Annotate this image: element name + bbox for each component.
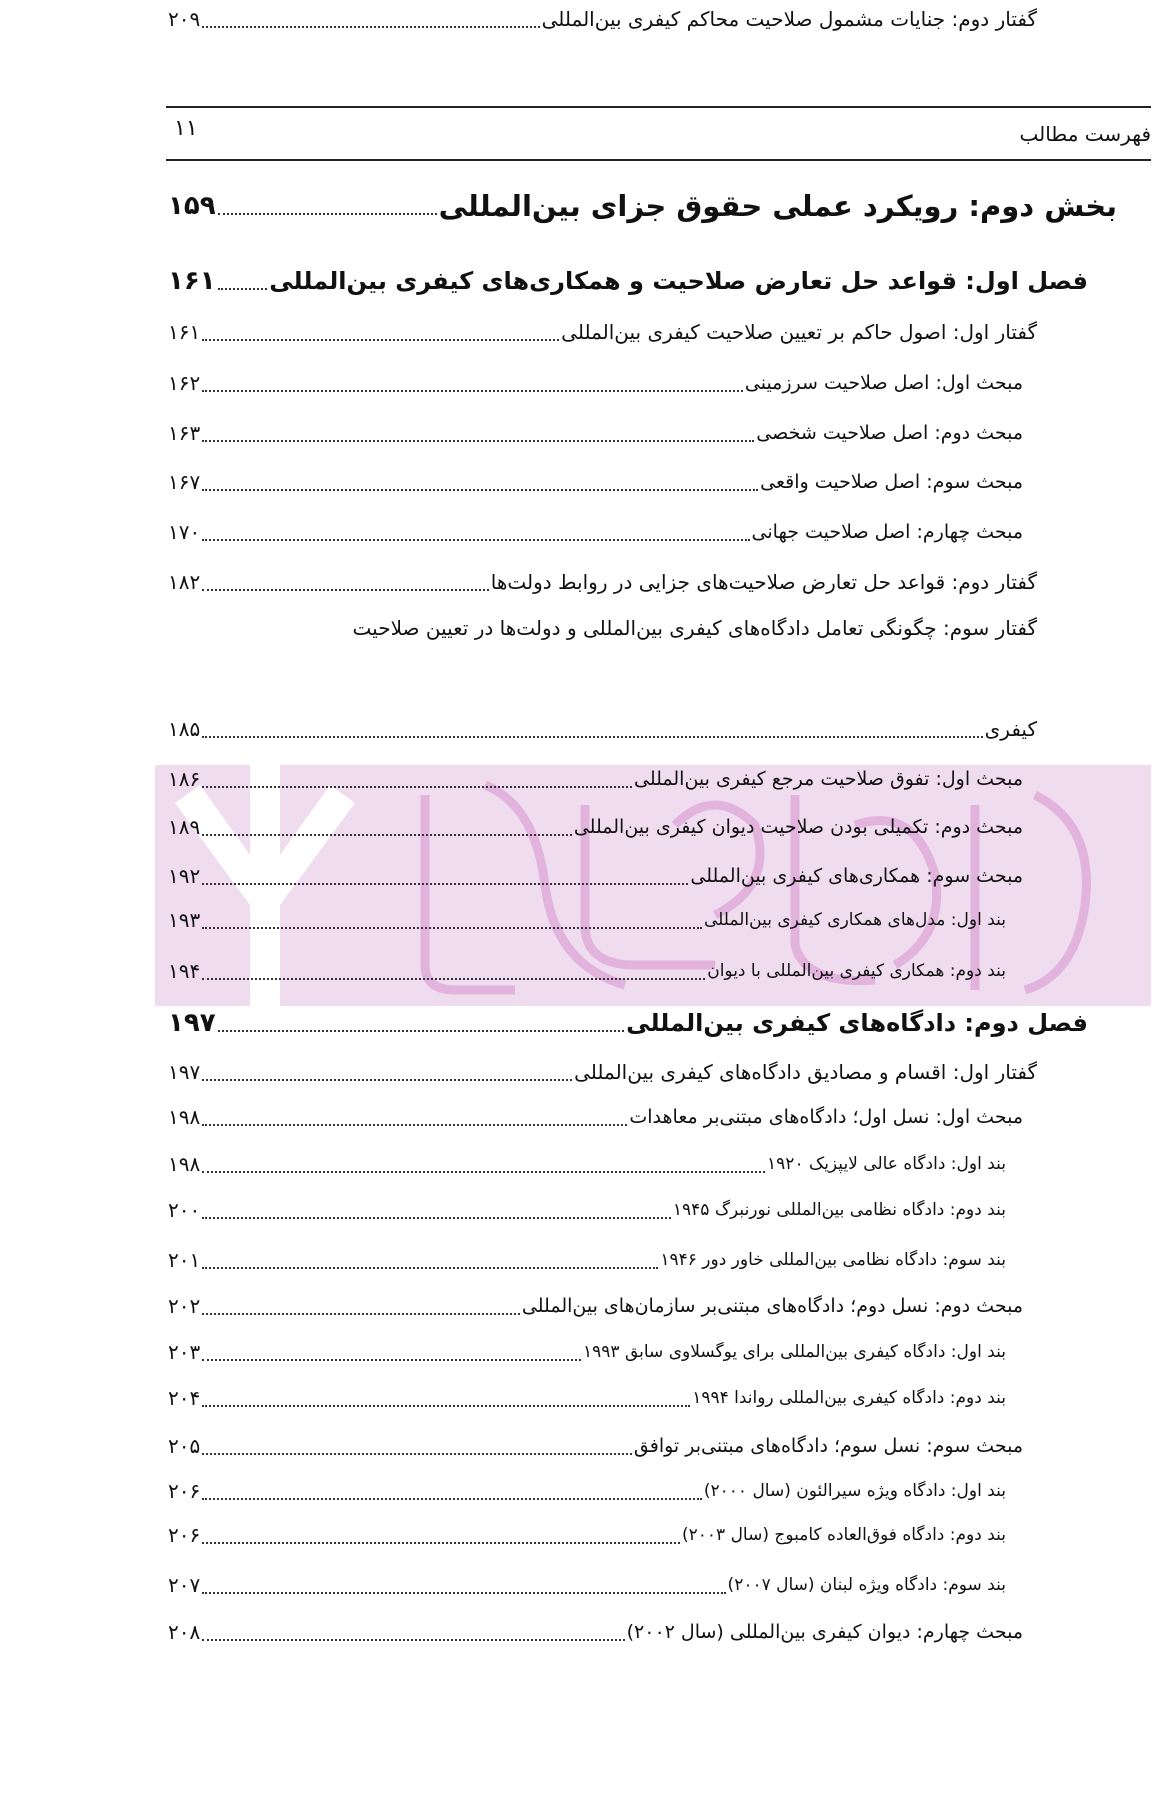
- toc-entry-label: بند دوم: دادگاه کیفری بین‌المللی رواندا ۱۹۹۴: [692, 1388, 1006, 1408]
- toc-entry-label: مبحث سوم: نسل سوم؛ دادگاه‌های مبتنی‌بر توافق: [633, 1435, 1023, 1457]
- toc-entry[interactable]: [168, 1098, 1023, 1136]
- toc-entry[interactable]: [168, 1566, 1006, 1604]
- dot-leader: [202, 26, 539, 28]
- toc-page-number: ۱۶۳: [168, 421, 201, 445]
- toc-entry[interactable]: [168, 364, 1023, 402]
- dot-leader: [202, 489, 758, 491]
- toc-entry[interactable]: [168, 463, 1023, 501]
- toc-page-number: ۲۰۹: [168, 7, 201, 31]
- toc-entry[interactable]: [168, 1004, 1088, 1042]
- toc-page-number: ۲۰۱: [168, 1248, 201, 1272]
- toc-entry-label: بند سوم: دادگاه نظامی بین‌المللی خاور دور ۱۹۴۶: [660, 1250, 1006, 1270]
- toc-entry-label: بند اول: مدل‌های همکاری کیفری بین‌المللی: [704, 910, 1006, 930]
- dot-leader: [202, 978, 705, 980]
- dot-leader: [218, 1030, 625, 1032]
- dot-leader: [202, 1542, 680, 1544]
- toc-entry-label: فصل دوم: دادگاه‌های کیفری بین‌المللی: [626, 1009, 1088, 1037]
- toc-page-number: ۲۰۸: [168, 1620, 201, 1644]
- toc-page-number: ۱۹۴: [168, 959, 201, 983]
- toc-entry[interactable]: [168, 1191, 1006, 1229]
- dot-leader: [202, 736, 982, 738]
- toc-entry[interactable]: [168, 1287, 1023, 1325]
- dot-leader: [202, 589, 489, 591]
- toc-entry-label: مبحث اول: تفوق صلاحیت مرجع کیفری بین‌المللی: [633, 768, 1023, 790]
- toc-entry-label: فصل اول: قواعد حل تعارض صلاحیت و همکاری‌های کیفری بین‌المللی: [269, 267, 1088, 295]
- dot-leader: [202, 1639, 624, 1641]
- toc-entry-label: مبحث دوم: نسل دوم؛ دادگاه‌های مبتنی‌بر سازمان‌های بین‌المللی: [521, 1295, 1023, 1317]
- toc-page-number: ۲۰۵: [168, 1434, 201, 1458]
- toc-page-number: ۱۹۸: [168, 1105, 201, 1129]
- toc-entry[interactable]: [168, 808, 1023, 846]
- toc-page-number: ۲۰۶: [168, 1479, 201, 1503]
- toc-entry-label: مبحث چهارم: اصل صلاحیت جهانی: [751, 521, 1023, 543]
- toc-entry[interactable]: [168, 1241, 1006, 1279]
- toc-page-number: ۱۸۶: [168, 767, 201, 791]
- dot-leader: [218, 288, 268, 290]
- page-number: ۱۱: [174, 116, 198, 141]
- toc-page-number: ۱۸۵: [168, 717, 201, 741]
- toc-page-number: ۱۶۲: [168, 371, 201, 395]
- toc-entry-label: مبحث چهارم: دیوان کیفری بین‌المللی (سال ۲۰۰۲): [626, 1621, 1023, 1643]
- toc-page-number: ۱۶۱: [168, 320, 201, 344]
- toc-entry[interactable]: [168, 1472, 1006, 1510]
- toc-entry-label: مبحث سوم: همکاری‌های کیفری بین‌المللی: [690, 865, 1023, 887]
- running-header-title: فهرست مطالب: [1019, 122, 1151, 146]
- dot-leader: [202, 786, 632, 788]
- toc-page-number: ۱۷۰: [168, 520, 201, 544]
- toc-page-number: ۱۹۷: [168, 1008, 216, 1038]
- toc-entry-label: بند دوم: دادگاه فوق‌العاده کامبوج (سال ۲۰۰۳): [682, 1525, 1006, 1545]
- toc-page-number: ۱۸۲: [168, 570, 201, 594]
- dot-leader: [202, 339, 559, 341]
- toc-entry[interactable]: [168, 1516, 1006, 1554]
- toc-page-number: ۲۰۷: [168, 1573, 201, 1597]
- toc-page-number: ۲۰۳: [168, 1340, 201, 1364]
- dot-leader: [202, 390, 743, 392]
- toc-entry-label: بند دوم: دادگاه نظامی بین‌المللی نورنبرگ ۱۹۴۵: [672, 1200, 1006, 1220]
- toc-page-number: ۲۰۲: [168, 1294, 201, 1318]
- toc-entry[interactable]: [168, 414, 1023, 452]
- toc-entry[interactable]: [168, 710, 1037, 748]
- toc-page-number: ۲۰۴: [168, 1386, 201, 1410]
- toc-entry-label: گفتار سوم: چگونگی تعامل دادگاه‌های کیفری بین‌المللی و دولت‌ها در تعیین صلاحیت: [352, 616, 1037, 640]
- toc-entry[interactable]: [168, 1379, 1006, 1417]
- dot-leader: [202, 1405, 690, 1407]
- toc-entry[interactable]: [168, 857, 1023, 895]
- dot-leader: [202, 440, 754, 442]
- dot-leader: [202, 1592, 725, 1594]
- toc-entry[interactable]: [168, 1333, 1006, 1371]
- toc-entry-label: کیفری: [984, 717, 1037, 741]
- toc-page-number: ۱۹۷: [168, 1060, 201, 1084]
- toc-entry[interactable]: [168, 1145, 1006, 1183]
- toc-page-number: ۱۶۱: [168, 266, 216, 296]
- dot-leader: [202, 1498, 702, 1500]
- toc-entry-label: مبحث دوم: تکمیلی بودن صلاحیت دیوان کیفری بین‌المللی: [573, 816, 1023, 838]
- toc-entry-label: بخش دوم: رویکرد عملی حقوق جزای بین‌المللی: [438, 189, 1117, 223]
- toc-entry-label: بند اول: دادگاه کیفری بین‌المللی برای یوگسلاوی سابق ۱۹۹۳: [583, 1342, 1006, 1362]
- dot-leader: [202, 1079, 572, 1081]
- toc-page-number: ۲۰۰: [168, 1198, 201, 1222]
- toc-page-number: ۱۸۹: [168, 815, 201, 839]
- dot-leader: [202, 1359, 581, 1361]
- toc-entry[interactable]: [168, 1427, 1023, 1465]
- header-bottom-rule: [166, 159, 1151, 161]
- toc-entry-line[interactable]: [168, 609, 1037, 647]
- dot-leader: [202, 883, 688, 885]
- dot-leader: [202, 1453, 632, 1455]
- dot-leader: [218, 213, 437, 215]
- toc-entry-label: بند اول: دادگاه ویژه سیرالئون (سال ۲۰۰۰): [703, 1481, 1006, 1501]
- toc-page-number: ۱۹۳: [168, 908, 201, 932]
- toc-entry-label: مبحث دوم: اصل صلاحیت شخصی: [756, 422, 1023, 444]
- dot-leader: [202, 927, 702, 929]
- toc-entry-label: بند اول: دادگاه عالی لایپزیک ۱۹۲۰: [767, 1154, 1006, 1174]
- toc-entry[interactable]: [168, 1613, 1023, 1651]
- toc-entry-label: مبحث اول: نسل اول؛ دادگاه‌های مبتنی‌بر معاهدات: [629, 1106, 1023, 1128]
- toc-entry[interactable]: [168, 313, 1037, 351]
- toc-entry-label: گفتار اول: اقسام و مصادیق دادگاه‌های کیفری بین‌المللی: [574, 1060, 1037, 1084]
- toc-entry[interactable]: [168, 760, 1023, 798]
- toc-entry[interactable]: [168, 0, 1037, 38]
- toc-entry-label: گفتار دوم: قواعد حل تعارض صلاحیت‌های جزایی در روابط دولت‌ها: [490, 570, 1037, 594]
- dot-leader: [202, 1313, 520, 1315]
- toc-entry[interactable]: [168, 262, 1088, 300]
- toc-entry[interactable]: [168, 952, 1006, 990]
- toc-page-number: ۲۰۶: [168, 1523, 201, 1547]
- dot-leader: [202, 1217, 671, 1219]
- toc-page-number: ۱۹۸: [168, 1152, 201, 1176]
- toc-entry-label: مبحث اول: اصل صلاحیت سرزمینی: [744, 372, 1023, 394]
- toc-page-number: ۱۵۹: [168, 191, 216, 221]
- toc-entry-label: گفتار دوم: جنایات مشمول صلاحیت محاکم کیفری بین‌المللی: [541, 7, 1037, 31]
- dot-leader: [202, 1267, 658, 1269]
- toc-entry-label: بند سوم: دادگاه ویژه لبنان (سال ۲۰۰۷): [727, 1575, 1006, 1595]
- toc-page-number: ۱۹۲: [168, 864, 201, 888]
- dot-leader: [202, 1124, 627, 1126]
- dot-leader: [202, 834, 572, 836]
- toc-page-number: ۱۶۷: [168, 470, 201, 494]
- toc-entry-label: گفتار اول: اصول حاکم بر تعیین صلاحیت کیفری بین‌المللی: [561, 320, 1037, 344]
- header-top-rule: [166, 106, 1151, 108]
- toc-entry[interactable]: [168, 187, 1117, 225]
- toc-entry-label: بند دوم: همکاری کیفری بین‌المللی با دیوان: [707, 961, 1006, 981]
- toc-entry[interactable]: [168, 901, 1006, 939]
- toc-entry[interactable]: [168, 563, 1037, 601]
- dot-leader: [202, 1171, 765, 1173]
- toc-entry[interactable]: [168, 1053, 1037, 1091]
- toc-entry[interactable]: [168, 513, 1023, 551]
- dot-leader: [202, 539, 749, 541]
- toc-entry-label: مبحث سوم: اصل صلاحیت واقعی: [760, 471, 1023, 493]
